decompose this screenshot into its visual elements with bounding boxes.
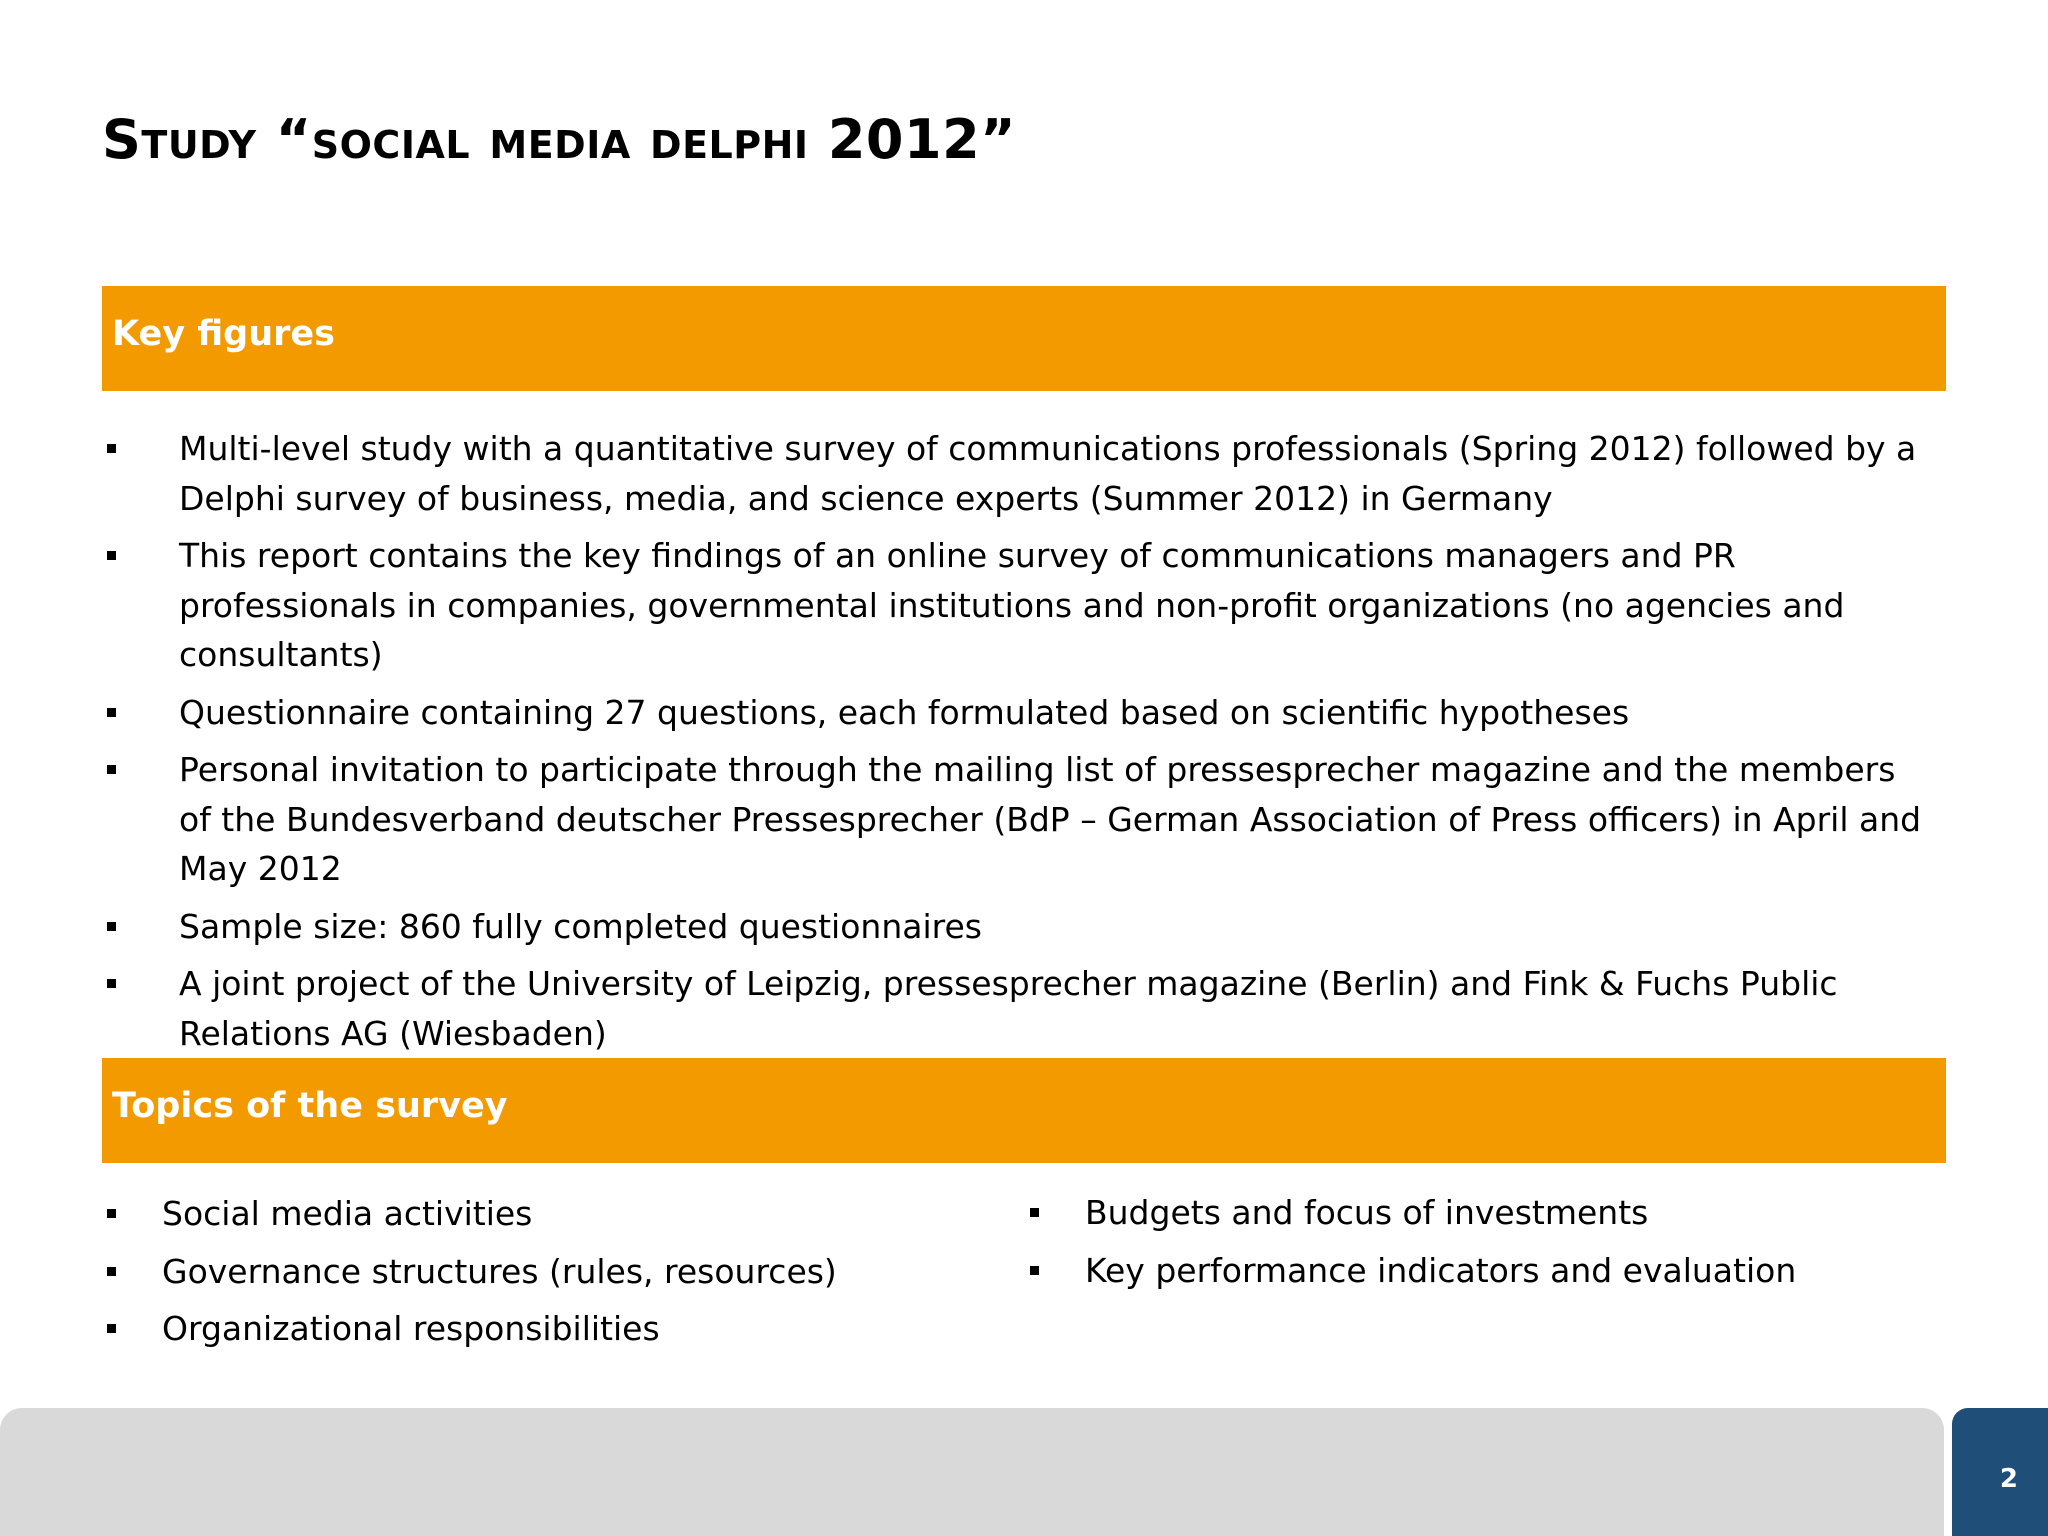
page-number: 2 bbox=[1999, 1464, 2018, 1494]
list-item bbox=[102, 1304, 982, 1354]
list-item bbox=[102, 424, 1932, 523]
topics-list-left bbox=[102, 1189, 982, 1362]
square-bullet-icon bbox=[107, 551, 116, 560]
list-item-text: Multi-level study with a quantitative survey of communications professionals (Spring 2012) followed by a Delphi survey of business, media, and science experts (Summer 2012) in Germany bbox=[179, 429, 1917, 518]
list-item bbox=[102, 688, 1932, 738]
square-bullet-icon bbox=[107, 708, 116, 717]
square-bullet-icon bbox=[107, 1209, 116, 1218]
footer-bar bbox=[0, 1408, 1944, 1536]
list-item-text: This report contains the key findings of an online survey of communications managers and PR professionals in companies, governmental institutions and non-profit organizations (no agencies and consultants) bbox=[179, 536, 1845, 674]
topics-list-right bbox=[1025, 1188, 1905, 1303]
list-item bbox=[1025, 1246, 1905, 1296]
square-bullet-icon bbox=[107, 922, 116, 931]
list-item-text: Budgets and focus of investments bbox=[1085, 1193, 1649, 1232]
square-bullet-icon bbox=[107, 1267, 116, 1276]
key-figures-heading: Key figures bbox=[112, 314, 335, 354]
square-bullet-icon bbox=[107, 765, 116, 774]
list-item-text: Organizational responsibilities bbox=[162, 1309, 660, 1348]
slide-title: Study “social media delphi 2012” bbox=[102, 108, 1017, 171]
list-item bbox=[102, 959, 1932, 1058]
list-item bbox=[102, 531, 1932, 680]
page-number-box bbox=[1952, 1408, 2048, 1536]
square-bullet-icon bbox=[107, 979, 116, 988]
key-figures-header bbox=[102, 286, 1946, 391]
list-item bbox=[102, 1189, 982, 1239]
list-item-text: A joint project of the University of Leipzig, pressesprecher magazine (Berlin) and Fink & Fuchs Public Relations AG (Wiesbaden) bbox=[179, 964, 1838, 1053]
list-item bbox=[102, 1247, 982, 1297]
topics-heading: Topics of the survey bbox=[112, 1086, 508, 1126]
list-item-text: Personal invitation to participate through the mailing list of pressesprecher magazine and the members of the Bundesverband deutscher Pressesprecher (BdP – German Association of Press officers) in April and May 2012 bbox=[179, 750, 1922, 888]
list-item-text: Questionnaire containing 27 questions, each formulated based on scientific hypotheses bbox=[179, 692, 1630, 732]
list-item-text: Key performance indicators and evaluation bbox=[1085, 1250, 1797, 1290]
list-item bbox=[1025, 1188, 1905, 1238]
square-bullet-icon bbox=[107, 444, 116, 453]
square-bullet-icon bbox=[107, 1324, 116, 1333]
list-item-text: Sample size: 860 fully completed questionnaires bbox=[179, 906, 982, 946]
list-item bbox=[102, 745, 1932, 894]
list-item bbox=[102, 902, 1932, 952]
key-figures-list bbox=[102, 424, 1932, 1066]
list-item-text: Governance structures (rules, resources) bbox=[162, 1251, 837, 1291]
topics-header bbox=[102, 1058, 1946, 1163]
square-bullet-icon bbox=[1030, 1266, 1039, 1275]
list-item-text: Social media activities bbox=[162, 1194, 533, 1233]
square-bullet-icon bbox=[1030, 1208, 1039, 1217]
